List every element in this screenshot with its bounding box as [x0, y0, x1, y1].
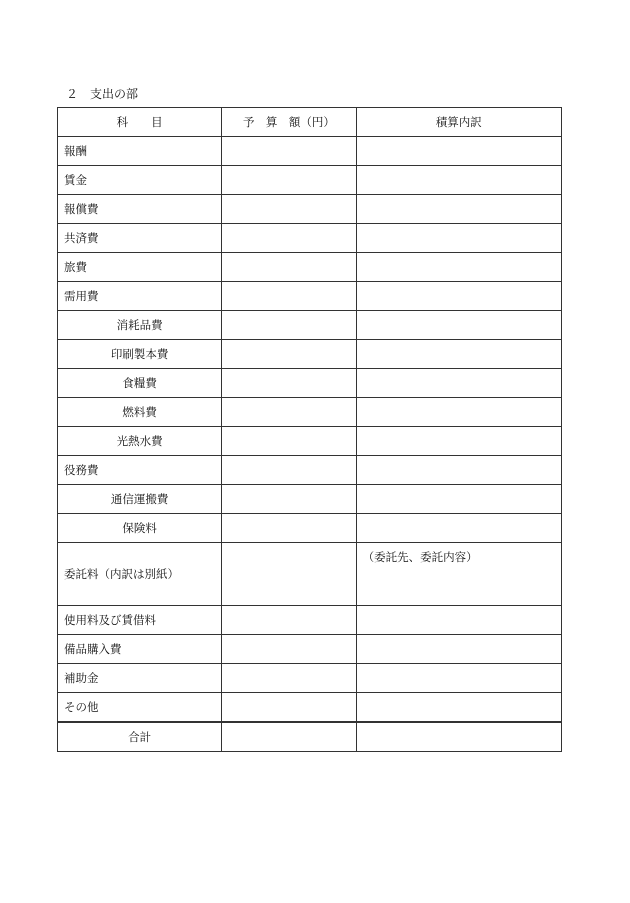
header-item: 科 目: [58, 108, 222, 137]
budget-cell[interactable]: [222, 253, 356, 282]
table-subrow: [58, 398, 562, 427]
table-row: [58, 456, 562, 485]
breakdown-cell[interactable]: [356, 635, 561, 664]
breakdown-cell[interactable]: [356, 456, 561, 485]
budget-cell[interactable]: [222, 369, 356, 398]
table-row: [58, 282, 562, 311]
breakdown-cell[interactable]: [356, 369, 561, 398]
breakdown-cell[interactable]: [356, 485, 561, 514]
table-subrow: [58, 340, 562, 369]
budget-cell[interactable]: [222, 224, 356, 253]
row-label: 委託料（内訳は別紙）: [58, 543, 222, 606]
table-subrow: [58, 514, 562, 543]
budget-cell[interactable]: [222, 485, 356, 514]
breakdown-cell[interactable]: [356, 427, 561, 456]
budget-cell[interactable]: [222, 635, 356, 664]
breakdown-cell[interactable]: [356, 514, 561, 543]
table-row: [58, 166, 562, 195]
budget-cell[interactable]: [222, 543, 356, 606]
breakdown-cell[interactable]: [356, 137, 561, 166]
row-label: 保険料: [58, 514, 222, 543]
expenditure-table: [57, 107, 562, 752]
row-label: 報酬: [58, 137, 222, 166]
total-row: [58, 722, 562, 752]
breakdown-cell[interactable]: [356, 606, 561, 635]
row-label: 光熱水費: [58, 427, 222, 456]
table-subrow: [58, 311, 562, 340]
budget-cell[interactable]: [222, 693, 356, 723]
section-number: ２: [66, 87, 79, 101]
budget-cell[interactable]: [222, 282, 356, 311]
table-row: [58, 606, 562, 635]
section-label: 支出の部: [90, 87, 139, 101]
budget-cell[interactable]: [222, 166, 356, 195]
breakdown-cell[interactable]: [356, 282, 561, 311]
budget-cell[interactable]: [222, 311, 356, 340]
table-row: [58, 253, 562, 282]
breakdown-cell[interactable]: [356, 253, 561, 282]
row-label: 補助金: [58, 664, 222, 693]
row-label: 通信運搬費: [58, 485, 222, 514]
row-label: その他: [58, 693, 222, 723]
breakdown-cell[interactable]: [356, 166, 561, 195]
breakdown-cell[interactable]: [356, 664, 561, 693]
row-label: 役務費: [58, 456, 222, 485]
budget-cell[interactable]: [222, 664, 356, 693]
table-row: [58, 137, 562, 166]
row-label: 燃料費: [58, 398, 222, 427]
breakdown-cell[interactable]: [356, 224, 561, 253]
row-label: 印刷製本費: [58, 340, 222, 369]
row-label: 備品購入費: [58, 635, 222, 664]
budget-cell[interactable]: [222, 340, 356, 369]
breakdown-cell[interactable]: （委託先、委託内容）: [356, 543, 561, 606]
row-label: 消耗品費: [58, 311, 222, 340]
table-row: [58, 664, 562, 693]
breakdown-cell[interactable]: [356, 195, 561, 224]
table-row: [58, 635, 562, 664]
table-header-row: [58, 108, 562, 137]
breakdown-cell[interactable]: [356, 398, 561, 427]
table-subrow: [58, 369, 562, 398]
total-breakdown-cell[interactable]: [356, 722, 561, 752]
total-label: 合計: [58, 722, 222, 752]
row-label: 需用費: [58, 282, 222, 311]
budget-cell[interactable]: [222, 137, 356, 166]
table-row: [58, 693, 562, 723]
table-subrow: [58, 427, 562, 456]
breakdown-cell[interactable]: [356, 693, 561, 723]
section-title: [66, 85, 138, 102]
row-label: 旅費: [58, 253, 222, 282]
table-subrow: [58, 485, 562, 514]
header-breakdown: 積算内訳: [356, 108, 561, 137]
total-budget-cell[interactable]: [222, 722, 356, 752]
row-label: 食糧費: [58, 369, 222, 398]
budget-cell[interactable]: [222, 606, 356, 635]
breakdown-cell[interactable]: [356, 311, 561, 340]
row-label: 共済費: [58, 224, 222, 253]
row-label: 報償費: [58, 195, 222, 224]
row-label: 使用料及び賃借料: [58, 606, 222, 635]
table-row: [58, 224, 562, 253]
table-row: [58, 195, 562, 224]
table-row: [58, 543, 562, 606]
row-label: 賃金: [58, 166, 222, 195]
budget-cell[interactable]: [222, 195, 356, 224]
budget-cell[interactable]: [222, 398, 356, 427]
header-budget: 予 算 額（円）: [222, 108, 356, 137]
budget-cell[interactable]: [222, 514, 356, 543]
breakdown-cell[interactable]: [356, 340, 561, 369]
budget-cell[interactable]: [222, 456, 356, 485]
budget-cell[interactable]: [222, 427, 356, 456]
